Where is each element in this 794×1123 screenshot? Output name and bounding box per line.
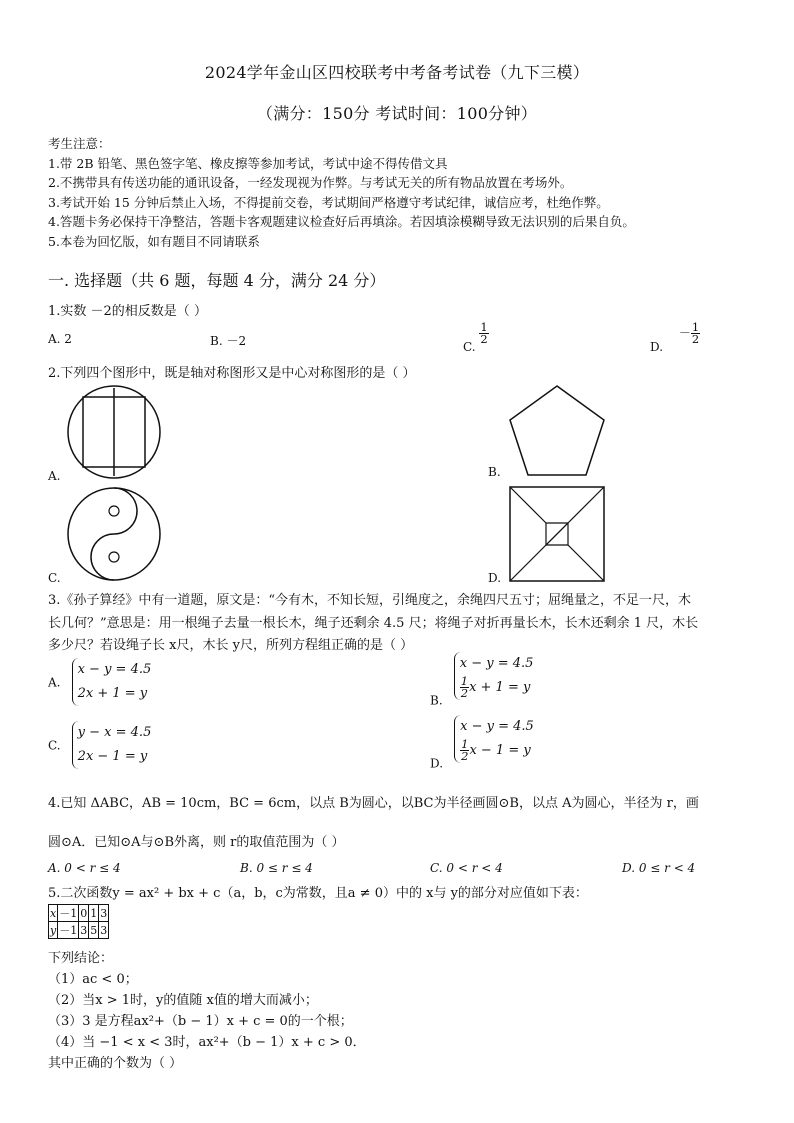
q4-option-c: C. 0 < r < 4 <box>430 861 503 875</box>
figure-d-line-3 <box>568 545 604 581</box>
q5-value-table <box>48 904 109 939</box>
q2-option-a: A. <box>48 469 61 483</box>
q1-option-c <box>463 322 489 354</box>
q3-b-den: 2 <box>460 686 469 700</box>
q3-option-c <box>48 721 151 769</box>
q3-b-eq1: x − y = 4.5 <box>459 656 534 671</box>
q1-option-d-label: D. <box>650 340 664 354</box>
figure-d-line-1 <box>510 487 546 523</box>
q3-a-label: A. <box>48 675 61 690</box>
q3-line-3: 多少尺？若设绳子长 x尺，木长 y尺，所列方程组正确的是（ ） <box>48 638 414 653</box>
q3-option-a <box>48 658 151 706</box>
q5-conclusion-4: （4）当 −1 < x < 3时，ax²+（b − 1）x + c > 0． <box>48 1035 366 1050</box>
figure-c-s-curve <box>91 488 137 580</box>
q3-line-2: 长几何？”意思是：用一根绳子去量一根长木，绳子还剩余 4.5 尺；将绳子对折再量长木，长木还剩余 1 尺，木长 <box>48 616 699 631</box>
figure-d-line-4 <box>510 523 568 581</box>
q1-option-b: B. －2 <box>210 334 247 348</box>
q4-line-1: 4.已知 ΔABC，AB = 10cm，BC = 6cm，以点 B为圆心，以BC为半径画圆⊙B，以点 A为圆心，半径为 r，画 <box>48 796 699 811</box>
q4-option-d: D. 0 ≤ r < 4 <box>622 861 696 875</box>
q5-cell: －1 <box>58 922 79 939</box>
q3-b-frac <box>460 676 469 699</box>
q3-d-eq2 <box>460 739 534 763</box>
q5-cell: 0 <box>80 906 88 920</box>
q3-b-num: 1 <box>460 674 469 688</box>
q3-a-eq1: x − y = 4.5 <box>77 662 152 677</box>
q5-cell: 3 <box>100 906 108 920</box>
q3-line-1: 3.《孙子算经》中有一道题，原文是：“今有木，不知长短，引绳度之，余绳四尺五寸；屈绳量之，不足一尺，木 <box>48 593 692 608</box>
q3-c-eq2: 2x − 1 = y <box>77 749 148 764</box>
notes-block <box>48 134 635 251</box>
figure-circle-with-rectangle <box>66 384 162 480</box>
q5-cell: －1 <box>58 905 79 922</box>
q3-c-system <box>72 721 152 769</box>
q3-b-eq2-rest: x + 1 = y <box>469 680 531 695</box>
q3-b-system <box>454 652 534 700</box>
q5-cell: 3 <box>80 923 88 937</box>
q3-d-num: 1 <box>461 737 469 751</box>
note-item-3: 3.考试开始 15 分钟后禁止入场，不得提前交卷，考试期间严格遵守考试纪律，诚信应考，杜绝作弊。 <box>48 194 609 210</box>
q5-conclusion-1: （1）ac < 0； <box>48 972 138 987</box>
note-item-2: 2.不携带具有传送功能的通讯设备，一经发现视为作弊。与考试无关的所有物品放置在考场外。 <box>48 175 573 190</box>
q5-conclusion-heading: 下列结论： <box>48 951 114 966</box>
q1-option-d <box>650 322 700 354</box>
q5-cell: 3 <box>100 923 108 937</box>
q5-question: 其中正确的个数为（ ） <box>48 1056 183 1071</box>
q3-c-eq1: y − x = 4.5 <box>77 725 152 740</box>
q5-table-row-y <box>49 922 109 939</box>
q3-b-label: B. <box>430 693 443 708</box>
q2-option-b: B. <box>488 465 501 479</box>
q3-option-d <box>430 715 534 771</box>
q4-line-2: 圆⊙A．已知⊙A与⊙B外离，则 r的取值范围为（ ） <box>48 835 345 850</box>
section-heading: 一. 选择题（共 6 题，每题 4 分，满分 24 分） <box>48 271 386 290</box>
q3-a-system <box>72 658 152 706</box>
q1-c-num: 1 <box>480 320 488 334</box>
q5-cell: x <box>50 906 57 920</box>
q3-a-eq2: 2x + 1 = y <box>77 686 148 701</box>
exam-subtitle: （满分：150分 考试时间：100分钟） <box>256 104 538 123</box>
q5-conclusions <box>48 948 366 1074</box>
note-item-4: 4.答题卡务必保持干净整洁，答题卡客观题建议检查好后再填涂。若因填涂模糊导致无法识别的后果自负。 <box>48 214 635 229</box>
figure-pinwheel-square <box>508 485 606 583</box>
q1-d-num: 1 <box>691 320 700 334</box>
notes-heading: 考生注意： <box>48 136 111 151</box>
q3-d-eq2-rest: x − 1 = y <box>469 743 531 758</box>
q2-stem: 2.下列四个图形中，既是轴对称图形又是中心对称图形的是（ ） <box>48 366 416 381</box>
q3-option-b <box>430 652 533 708</box>
q4-option-a: A. 0 < r ≤ 4 <box>48 861 121 875</box>
q5-stem: 5.二次函数y = ax² + bx + c（a，b，c为常数，且a ≠ 0）中的 x与 y的部分对应值如下表： <box>48 886 588 901</box>
figure-pentagon <box>507 383 607 479</box>
q2-option-d: D. <box>488 571 502 585</box>
q1-option-c-label: C. <box>463 340 476 354</box>
exam-title: 2024学年金山区四校联考中考备考试卷（九下三模） <box>204 63 590 82</box>
q3-b-eq2 <box>460 676 534 700</box>
q3-d-label: D. <box>430 756 444 771</box>
figure-c-dot-top <box>109 506 119 516</box>
q4-option-b: B. 0 ≤ r ≤ 4 <box>240 861 313 875</box>
q5-cell: 1 <box>90 906 98 920</box>
q1-stem: 1.实数 －2的相反数是（ ） <box>48 304 207 319</box>
q2-option-c: C. <box>48 571 61 585</box>
q1-d-den: 2 <box>691 332 700 346</box>
q1-d-sign: － <box>678 326 691 340</box>
q1-option-c-fraction <box>479 322 488 345</box>
q1-option-a: A. 2 <box>48 332 72 346</box>
q3-d-system <box>454 715 534 763</box>
q3-c-label: C. <box>48 738 61 753</box>
figure-b-pentagon <box>510 386 604 475</box>
note-item-5: 5.本卷为回忆版，如有题目不同请联系 <box>48 233 260 249</box>
q3-d-den: 2 <box>461 749 469 763</box>
note-item-1: 1.带 2B 铅笔、黑色签字笔、橡皮擦等参加考试，考试中途不得传借文具 <box>48 155 448 171</box>
q5-cell: 5 <box>90 923 98 937</box>
q5-cell: y <box>50 923 57 937</box>
q3-d-eq1: x − y = 4.5 <box>460 719 534 734</box>
figure-taiji <box>66 486 162 582</box>
q5-conclusion-2: （2）当x > 1时，y的值随 x值的增大而减小； <box>48 993 318 1008</box>
q1-c-den: 2 <box>480 332 488 346</box>
figure-c-dot-bottom <box>109 552 119 562</box>
q5-table-row-x <box>49 905 109 922</box>
q1-option-d-fraction <box>691 322 700 345</box>
q5-conclusion-3: （3）3 是方程ax²+（b − 1）x + c = 0的一个根； <box>48 1014 353 1029</box>
